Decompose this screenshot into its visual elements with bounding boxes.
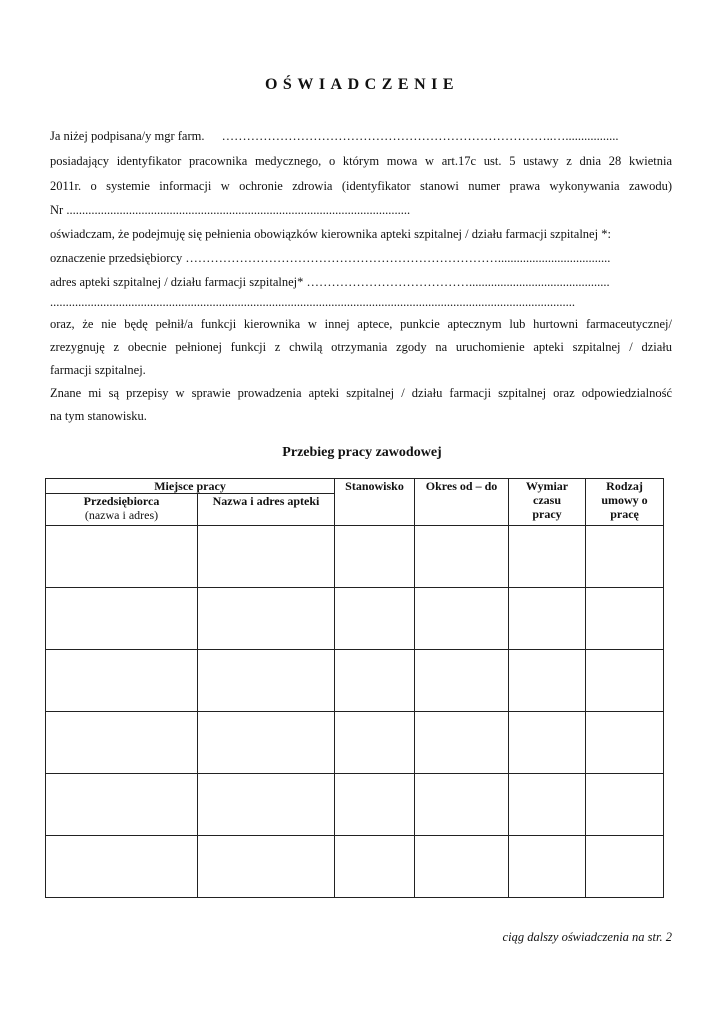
exclusivity-line-2: zrezygnuję z obecnie pełnionej funkcji z chwilą otrzymania zgody na uruchomienie apteki szpitalnej / działu <box>50 340 672 354</box>
table-cell[interactable] <box>46 588 198 650</box>
table-cell[interactable] <box>46 774 198 836</box>
identifier-line: posiadający identyfikator pracownika medycznego, o którym mowa w art.17c ust. 5 ustawy z dnia 28 kwietnia <box>50 154 672 168</box>
regulations-line: Znane mi są przepisy w sprawie prowadzenia apteki szpitalnej / działu farmacji szpitalnej oraz odpowiedzialność <box>50 386 672 400</box>
table-cell[interactable] <box>198 526 335 588</box>
table-cell[interactable] <box>335 588 415 650</box>
table-cell[interactable] <box>586 836 664 898</box>
identifier-line-2: 2011r. o systemie informacji w ochronie zdrowia (identyfikator stanowi numer prawa wykonywania zawodu) <box>50 179 672 193</box>
header-hours-label: Wymiar czasu pracy <box>525 479 569 521</box>
table-row <box>46 712 664 774</box>
table-cell[interactable] <box>509 836 586 898</box>
table-cell[interactable] <box>46 836 198 898</box>
table-cell[interactable] <box>415 712 509 774</box>
table-cell[interactable] <box>335 650 415 712</box>
continuation-note: ciąg dalszy oświadczenia na str. 2 <box>502 930 672 944</box>
header-position: Stanowisko <box>335 479 415 526</box>
table-cell[interactable] <box>335 774 415 836</box>
table-cell[interactable] <box>198 774 335 836</box>
table-row <box>46 836 664 898</box>
signer-label: Ja niżej podpisana/y mgr farm. <box>50 129 205 143</box>
table-cell[interactable] <box>198 836 335 898</box>
table-cell[interactable] <box>46 650 198 712</box>
exclusivity-line: oraz, że nie będę pełnił/a funkcji kierownika w innej aptece, punkcie aptecznym lub hurtowni farmaceutycznej/ <box>50 317 672 331</box>
work-history-heading: Przebieg pracy zawodowej <box>282 445 442 460</box>
table-cell[interactable] <box>198 588 335 650</box>
license-number-field[interactable]: Nr .............................................................................................................. <box>50 203 411 217</box>
table-cell[interactable] <box>586 588 664 650</box>
table-cell[interactable] <box>586 712 664 774</box>
table-cell[interactable] <box>415 650 509 712</box>
signer-name-field[interactable]: ……………………………………………………………………..…................. <box>221 129 619 143</box>
table-cell[interactable] <box>198 712 335 774</box>
declaration-line: oświadczam, że podejmuję się pełnienia obowiązków kierownika apteki szpitalnej / działu farmacji szpitalnej *: <box>50 227 611 241</box>
table-cell[interactable] <box>509 774 586 836</box>
regulations-line-2: na tym stanowisku. <box>50 409 147 423</box>
header-pharmacy: Nazwa i adres apteki <box>198 494 335 526</box>
table-cell[interactable] <box>335 526 415 588</box>
table-cell[interactable] <box>46 712 198 774</box>
signer-line <box>50 129 618 144</box>
work-history-table <box>45 478 664 898</box>
company-designation-field[interactable]: oznaczenie przedsiębiorcy ………………………………………………………………….................................... <box>50 251 611 265</box>
header-hours <box>509 479 586 526</box>
table-cell[interactable] <box>586 526 664 588</box>
table-cell[interactable] <box>415 774 509 836</box>
header-company-sub: (nazwa i adres) <box>84 508 159 522</box>
table-cell[interactable] <box>415 588 509 650</box>
header-company <box>46 494 198 526</box>
document-title: OŚWIADCZENIE <box>264 76 460 93</box>
table-row <box>46 588 664 650</box>
table-cell[interactable] <box>509 712 586 774</box>
table-cell[interactable] <box>46 526 198 588</box>
pharmacy-address-field-2[interactable]: ........................................................................................................................................................................ <box>50 295 575 309</box>
header-contract-label: Rodzaj umowy o pracę <box>601 479 648 521</box>
table-row <box>46 526 664 588</box>
header-company-label: Przedsiębiorca <box>83 494 160 508</box>
table-cell[interactable] <box>198 650 335 712</box>
table-cell[interactable] <box>415 526 509 588</box>
header-period: Okres od – do <box>415 479 509 526</box>
table-cell[interactable] <box>509 588 586 650</box>
table-cell[interactable] <box>415 836 509 898</box>
table-row <box>46 650 664 712</box>
table-cell[interactable] <box>335 836 415 898</box>
table-cell[interactable] <box>509 526 586 588</box>
table-row <box>46 774 664 836</box>
header-contract <box>586 479 664 526</box>
table-cell[interactable] <box>509 650 586 712</box>
table-cell[interactable] <box>586 650 664 712</box>
header-workplace: Miejsce pracy <box>46 479 335 494</box>
pharmacy-address-field[interactable]: adres apteki szpitalnej / działu farmacji szpitalnej* …………………………………............................................. <box>50 275 610 289</box>
exclusivity-line-3: farmacji szpitalnej. <box>50 363 146 377</box>
table-cell[interactable] <box>586 774 664 836</box>
table-cell[interactable] <box>335 712 415 774</box>
